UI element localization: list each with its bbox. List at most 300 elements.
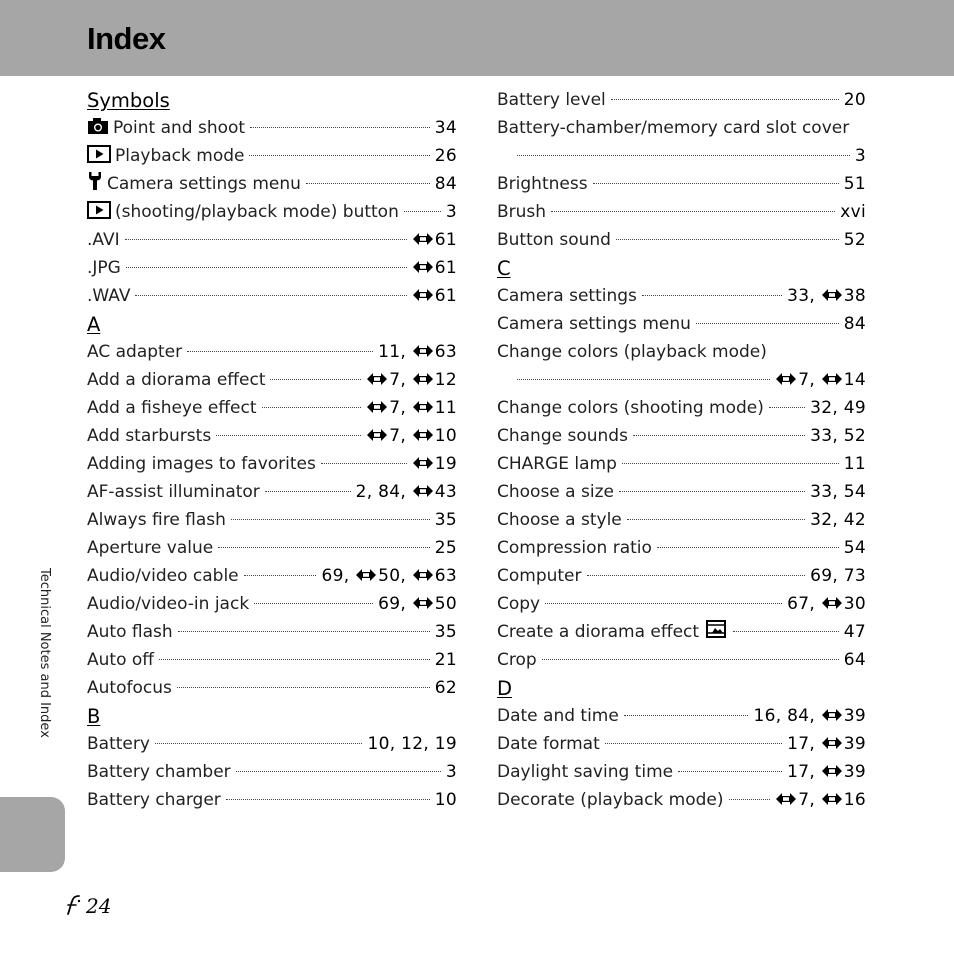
dot-leader bbox=[769, 407, 805, 408]
page-ref: 32, 49 bbox=[810, 398, 866, 418]
page-ref: 47 bbox=[843, 622, 866, 642]
index-entry bbox=[497, 366, 866, 394]
page-ref: 10 bbox=[434, 426, 457, 446]
dot-leader bbox=[657, 547, 839, 548]
page-ref: 3 bbox=[854, 146, 866, 166]
page-ref: 21 bbox=[434, 650, 457, 670]
dot-leader bbox=[155, 743, 363, 744]
index-entry-pages bbox=[378, 338, 457, 366]
dot-leader bbox=[250, 127, 430, 128]
term-text: Add a diorama effect bbox=[87, 370, 266, 390]
page-ref: , bbox=[809, 370, 821, 390]
page-ref: 38 bbox=[843, 286, 866, 306]
index-entry-term bbox=[87, 198, 399, 226]
index-entry-pages bbox=[844, 618, 866, 646]
index-entry bbox=[497, 646, 866, 674]
index-section-heading: C bbox=[497, 257, 511, 280]
index-entry-pages bbox=[855, 142, 866, 170]
index-entry bbox=[87, 114, 457, 142]
term-text: AC adapter bbox=[87, 342, 183, 362]
index-entry-term bbox=[87, 618, 173, 646]
index-entry-term bbox=[87, 450, 316, 478]
index-entry bbox=[497, 562, 866, 590]
dot-leader bbox=[270, 379, 361, 380]
cross-reference-icon bbox=[412, 450, 435, 478]
playback-icon bbox=[87, 145, 111, 163]
dot-leader bbox=[159, 659, 430, 660]
chapter-label-text: Technical Notes and Index bbox=[37, 568, 52, 738]
index-entry-term bbox=[87, 170, 301, 198]
index-entry bbox=[497, 758, 866, 786]
index-entry bbox=[497, 478, 866, 506]
cross-reference-icon bbox=[366, 422, 389, 450]
cross-reference-icon bbox=[366, 394, 389, 422]
index-entry bbox=[87, 562, 457, 590]
index-entry-pages bbox=[787, 730, 866, 758]
cross-reference-icon bbox=[412, 478, 435, 506]
page-ref: , bbox=[400, 566, 412, 586]
page-ref: 52 bbox=[843, 230, 866, 250]
index-entry bbox=[497, 730, 866, 758]
page-ref: 33, bbox=[787, 286, 821, 306]
page-ref: 67, bbox=[787, 594, 821, 614]
index-entry bbox=[87, 506, 457, 534]
index-entry-pages bbox=[412, 254, 457, 282]
index-entry bbox=[87, 534, 457, 562]
index-entry-term bbox=[87, 478, 260, 506]
index-entry bbox=[497, 534, 866, 562]
term-text: Crop bbox=[497, 650, 537, 670]
index-entry-pages bbox=[840, 198, 866, 226]
dot-leader bbox=[551, 211, 835, 212]
playback-icon bbox=[87, 201, 111, 219]
page-ref: 35 bbox=[434, 510, 457, 530]
page-ref: 35 bbox=[434, 622, 457, 642]
index-entry bbox=[497, 506, 866, 534]
cross-reference-icon bbox=[412, 394, 435, 422]
dot-leader bbox=[729, 799, 771, 800]
term-text: Add a fisheye effect bbox=[87, 398, 257, 418]
index-entry-term bbox=[497, 394, 764, 422]
dot-leader bbox=[616, 239, 839, 240]
dot-leader bbox=[517, 379, 770, 380]
index-entry-pages bbox=[844, 310, 866, 338]
page-ref: 34 bbox=[434, 118, 457, 138]
term-text: .AVI bbox=[87, 230, 120, 250]
page-ref: 50 bbox=[434, 594, 457, 614]
dot-leader bbox=[545, 603, 782, 604]
dot-leader bbox=[627, 519, 805, 520]
camera-icon bbox=[87, 117, 109, 135]
index-entry-pages bbox=[366, 394, 457, 422]
index-entry-pages bbox=[366, 366, 457, 394]
index-entry-pages bbox=[435, 534, 457, 562]
dot-leader bbox=[218, 547, 430, 548]
dot-leader bbox=[262, 407, 362, 408]
index-entry-pages bbox=[810, 562, 866, 590]
cross-reference-icon bbox=[821, 758, 844, 786]
page-ref: 64 bbox=[843, 650, 866, 670]
index-entry-term bbox=[497, 590, 540, 618]
dot-leader bbox=[306, 183, 430, 184]
index-entry-term bbox=[497, 646, 537, 674]
index-entry bbox=[87, 366, 457, 394]
index-entry-term bbox=[497, 506, 622, 534]
term-text: Date format bbox=[497, 734, 600, 754]
index-entry-pages bbox=[435, 114, 457, 142]
index-entry bbox=[497, 394, 866, 422]
page-ref: 11, bbox=[378, 342, 412, 362]
dot-leader bbox=[678, 771, 782, 772]
index-entry-pages bbox=[844, 170, 866, 198]
term-text: (shooting/playback mode) button bbox=[115, 202, 399, 222]
page-ref: 43 bbox=[434, 482, 457, 502]
index-entry-pages bbox=[412, 282, 457, 310]
dot-leader bbox=[622, 463, 839, 464]
dot-leader bbox=[517, 155, 850, 156]
dot-leader bbox=[696, 323, 839, 324]
term-text: Playback mode bbox=[115, 146, 245, 166]
index-entry-pages bbox=[378, 590, 457, 618]
page-ref: 3 bbox=[445, 202, 457, 222]
term-text: AF-assist illuminator bbox=[87, 482, 260, 502]
page-ref: 51 bbox=[843, 174, 866, 194]
cross-reference-icon bbox=[821, 730, 844, 758]
index-entry-term bbox=[87, 562, 239, 590]
page-ref: 39 bbox=[843, 734, 866, 754]
index-entry-pages bbox=[844, 534, 866, 562]
dot-leader bbox=[605, 743, 782, 744]
page-ref: 16, 84, bbox=[753, 706, 821, 726]
term-text: .WAV bbox=[87, 286, 131, 306]
index-entry-term bbox=[497, 786, 724, 814]
term-text: Audio/video-in jack bbox=[87, 594, 250, 614]
page-ref: 69, bbox=[378, 594, 412, 614]
index-entry-term bbox=[497, 226, 611, 254]
index-entry bbox=[87, 450, 457, 478]
wrench-icon bbox=[87, 171, 103, 191]
index-section-heading: B bbox=[87, 705, 101, 728]
term-text: Button sound bbox=[497, 230, 611, 250]
dot-leader bbox=[404, 211, 441, 212]
index-entry bbox=[87, 142, 457, 170]
cross-reference-icon bbox=[775, 366, 798, 394]
term-text: Decorate (playback mode) bbox=[497, 790, 724, 810]
index-entry-term bbox=[497, 310, 691, 338]
index-entry bbox=[497, 198, 866, 226]
term-text: Brightness bbox=[497, 174, 588, 194]
page-ref: , bbox=[400, 426, 412, 446]
index-entry bbox=[87, 674, 457, 702]
term-text: Camera settings bbox=[497, 286, 637, 306]
index-entry-pages bbox=[446, 758, 457, 786]
term-text: Battery chamber bbox=[87, 762, 231, 782]
index-entry-pages bbox=[810, 478, 866, 506]
dot-leader bbox=[611, 99, 839, 100]
index-entry-pages bbox=[321, 562, 457, 590]
index-entry-term bbox=[87, 534, 213, 562]
cross-reference-icon bbox=[412, 226, 435, 254]
index-entry bbox=[497, 590, 866, 618]
page-ref: 11 bbox=[434, 398, 457, 418]
index-entry-pages bbox=[753, 702, 866, 730]
page-ref: 33, 52 bbox=[810, 426, 866, 446]
index-column-left bbox=[87, 86, 457, 814]
page-ref: 7 bbox=[389, 370, 401, 390]
term-text: Battery level bbox=[497, 90, 606, 110]
dot-leader bbox=[236, 771, 441, 772]
page-title: Index bbox=[87, 21, 166, 56]
index-entry-term bbox=[497, 450, 617, 478]
index-entry-term bbox=[87, 422, 211, 450]
term-text: Create a diorama effect bbox=[497, 622, 700, 642]
page-ref: 61 bbox=[434, 258, 457, 278]
term-text: Copy bbox=[497, 594, 541, 614]
index-entry bbox=[87, 590, 457, 618]
index-entry-pages bbox=[844, 86, 866, 114]
dot-leader bbox=[125, 239, 407, 240]
index-entry-pages bbox=[787, 758, 866, 786]
index-entry-term bbox=[497, 702, 619, 730]
index-entry-term bbox=[497, 478, 614, 506]
term-text: Auto flash bbox=[87, 622, 173, 642]
index-entry-pages bbox=[844, 450, 866, 478]
term-text: Change colors (shooting mode) bbox=[497, 398, 764, 418]
index-entry bbox=[497, 226, 866, 254]
page-ref: 50 bbox=[378, 566, 401, 586]
index-entry-pages bbox=[435, 674, 457, 702]
term-text: Aperture value bbox=[87, 538, 214, 558]
cross-reference-icon bbox=[412, 562, 435, 590]
page-ref: 62 bbox=[434, 678, 457, 698]
dot-leader bbox=[633, 435, 805, 436]
page-ref: 7 bbox=[389, 426, 401, 446]
index-entry bbox=[497, 310, 866, 338]
index-entry-term bbox=[87, 142, 244, 170]
page-ref: , bbox=[400, 398, 412, 418]
index-entry-term bbox=[87, 590, 249, 618]
index-entry-term bbox=[87, 394, 257, 422]
index-entry-pages bbox=[844, 226, 866, 254]
chapter-tab bbox=[0, 797, 65, 872]
term-text: Point and shoot bbox=[113, 118, 246, 138]
term-text: Computer bbox=[497, 566, 582, 586]
index-entry-term bbox=[87, 646, 154, 674]
dot-leader bbox=[135, 295, 406, 296]
index-entry-term bbox=[497, 758, 673, 786]
cross-reference-icon bbox=[412, 254, 435, 282]
page-header bbox=[0, 0, 954, 76]
term-text: .JPG bbox=[87, 258, 121, 278]
index-entry bbox=[87, 394, 457, 422]
dot-leader bbox=[254, 603, 373, 604]
page-ref: 69, 73 bbox=[810, 566, 866, 586]
cross-reference-icon bbox=[821, 786, 844, 814]
diorama-icon bbox=[704, 619, 728, 639]
index-entry-pages bbox=[356, 478, 457, 506]
index-entry-term bbox=[87, 366, 265, 394]
term-text: Always fire flash bbox=[87, 510, 226, 530]
dot-leader bbox=[624, 715, 749, 716]
dot-leader bbox=[642, 295, 782, 296]
dot-leader bbox=[126, 267, 407, 268]
cross-reference-icon bbox=[366, 366, 389, 394]
index-entry-pages bbox=[810, 506, 866, 534]
page-ref: 11 bbox=[843, 454, 866, 474]
index-entry bbox=[87, 170, 457, 198]
cross-reference-icon bbox=[821, 366, 844, 394]
page-ref: 25 bbox=[434, 538, 457, 558]
page-ref: 14 bbox=[843, 370, 866, 390]
index-entry-term bbox=[87, 786, 221, 814]
page-ref: 33, 54 bbox=[810, 482, 866, 502]
index-entry-pages bbox=[435, 142, 457, 170]
page-number: 24 bbox=[86, 894, 112, 918]
index-entry-pages bbox=[787, 282, 866, 310]
index-entry-pages bbox=[844, 646, 866, 674]
index-entry-term bbox=[497, 618, 728, 646]
index-entry-term: Battery-chamber/memory card slot cover bbox=[497, 118, 850, 138]
dot-leader bbox=[178, 631, 430, 632]
cross-reference-icon bbox=[775, 786, 798, 814]
page-ref: 17, bbox=[787, 734, 821, 754]
index-entry-term bbox=[87, 114, 245, 142]
term-text: Add starbursts bbox=[87, 426, 212, 446]
term-text: Auto off bbox=[87, 650, 154, 670]
page-ref: 16 bbox=[843, 790, 866, 810]
page-ref: 84 bbox=[843, 314, 866, 334]
page-ref: 2, 84, bbox=[355, 482, 412, 502]
index-entry bbox=[87, 422, 457, 450]
term-text: Camera settings menu bbox=[107, 174, 301, 194]
cross-reference-icon bbox=[412, 590, 435, 618]
index-entry-term bbox=[87, 730, 150, 758]
index-entry bbox=[497, 450, 866, 478]
page-ref: 19 bbox=[434, 454, 457, 474]
page-ref: 54 bbox=[843, 538, 866, 558]
index-entry-term bbox=[497, 282, 637, 310]
dot-leader bbox=[733, 631, 839, 632]
term-text: Camera settings menu bbox=[497, 314, 691, 334]
term-text: Choose a size bbox=[497, 482, 614, 502]
term-text: Autofocus bbox=[87, 678, 172, 698]
term-text: Battery charger bbox=[87, 790, 221, 810]
page-ref: 69, bbox=[321, 566, 356, 586]
cross-reference-icon bbox=[821, 282, 844, 310]
dot-leader bbox=[244, 575, 317, 576]
index-entry bbox=[87, 786, 457, 814]
index-section-heading: Symbols bbox=[87, 89, 170, 112]
dot-leader bbox=[231, 519, 430, 520]
page-ref: 26 bbox=[434, 146, 457, 166]
dot-leader bbox=[187, 351, 373, 352]
index-entry-term bbox=[87, 338, 182, 366]
dot-leader bbox=[265, 491, 351, 492]
index-entry-pages bbox=[435, 786, 457, 814]
cross-reference-icon bbox=[821, 702, 844, 730]
index-entry-pages bbox=[787, 590, 866, 618]
page-ref: 7 bbox=[798, 370, 810, 390]
cross-reference-icon bbox=[821, 590, 844, 618]
page-ref: xvi bbox=[840, 202, 866, 222]
page-ref: 20 bbox=[843, 90, 866, 110]
index-entry-term bbox=[497, 562, 582, 590]
index-entry-pages bbox=[367, 730, 457, 758]
dot-leader bbox=[619, 491, 805, 492]
dot-leader bbox=[216, 435, 361, 436]
index-entry bbox=[497, 142, 866, 170]
page-ref: 39 bbox=[843, 706, 866, 726]
index-entry bbox=[497, 86, 866, 114]
cross-reference-icon bbox=[412, 282, 435, 310]
page-ref: 10, 12, 19 bbox=[367, 734, 457, 754]
index-entry-term bbox=[87, 254, 121, 282]
index-entry bbox=[497, 702, 866, 730]
page-ref: 3 bbox=[445, 762, 457, 782]
index-entry bbox=[497, 282, 866, 310]
term-text: CHARGE lamp bbox=[497, 454, 617, 474]
index-column-right bbox=[497, 86, 866, 814]
index-entry bbox=[497, 422, 866, 450]
page-ref: , bbox=[809, 790, 821, 810]
term-text: Daylight saving time bbox=[497, 762, 674, 782]
index-entry bbox=[87, 646, 457, 674]
cross-reference-icon bbox=[412, 366, 435, 394]
term-text: Change sounds bbox=[497, 426, 628, 446]
index-entry-term bbox=[497, 170, 588, 198]
index-entry-term bbox=[497, 86, 606, 114]
index-entry-pages bbox=[435, 170, 457, 198]
page-ref: 39 bbox=[843, 762, 866, 782]
index-entry-term bbox=[497, 730, 600, 758]
index-section-heading: A bbox=[87, 313, 101, 336]
page-ref: 10 bbox=[434, 790, 457, 810]
page-ref: 12 bbox=[434, 370, 457, 390]
index-entry bbox=[87, 478, 457, 506]
index-entry-pages bbox=[435, 618, 457, 646]
page-ref: 7 bbox=[798, 790, 810, 810]
index-entry bbox=[87, 338, 457, 366]
index-entry-term bbox=[87, 674, 172, 702]
index-entry bbox=[87, 226, 457, 254]
term-text: Battery bbox=[87, 734, 150, 754]
index-entry-term bbox=[87, 226, 120, 254]
term-text: Compression ratio bbox=[497, 538, 652, 558]
index-entry-term bbox=[87, 758, 231, 786]
cross-reference-icon bbox=[412, 422, 435, 450]
index-entry bbox=[87, 282, 457, 310]
page-ref: 17, bbox=[787, 762, 821, 782]
dot-leader bbox=[249, 155, 429, 156]
index-entry-pages bbox=[775, 786, 866, 814]
index-entry-pages bbox=[446, 198, 457, 226]
term-text: Audio/video cable bbox=[87, 566, 239, 586]
page-ref: 32, 42 bbox=[810, 510, 866, 530]
page-ref: 63 bbox=[434, 342, 457, 362]
index-entry-pages bbox=[366, 422, 457, 450]
page-ref: 63 bbox=[434, 566, 457, 586]
index-section-heading: D bbox=[497, 677, 513, 700]
index-entry-term: Change colors (playback mode) bbox=[497, 342, 767, 362]
index-entry-pages bbox=[775, 366, 866, 394]
page-footer bbox=[62, 893, 111, 918]
index-entry-pages bbox=[435, 646, 457, 674]
dot-leader bbox=[593, 183, 839, 184]
page-ref: 61 bbox=[434, 286, 457, 306]
index-entry bbox=[497, 786, 866, 814]
index-entry bbox=[87, 618, 457, 646]
chapter-label bbox=[36, 568, 56, 788]
